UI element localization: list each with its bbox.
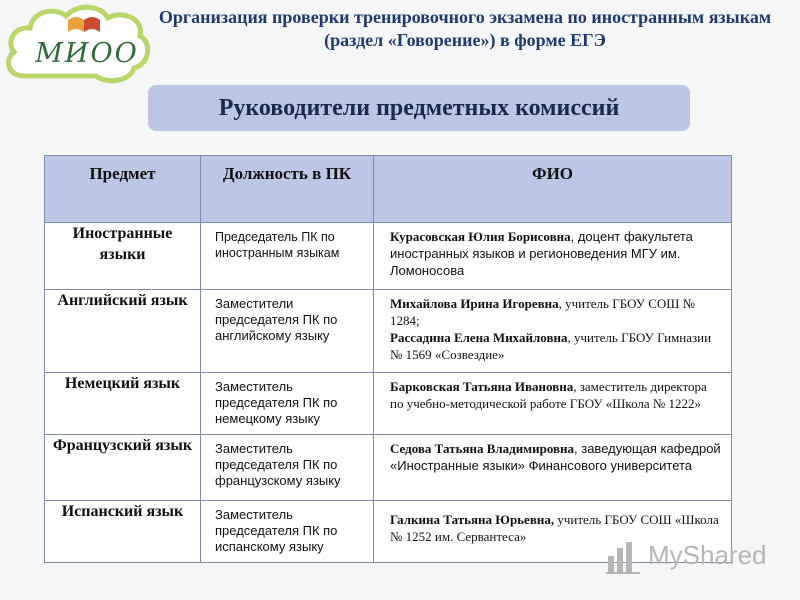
position-cell: Заместитель председателя ПК по испанскому языку [215, 507, 338, 554]
subject-cell: Французский язык [52, 437, 193, 454]
subject-cell: Английский язык [57, 292, 188, 309]
position-cell: Заместитель председателя ПК по французскому языку [215, 441, 341, 488]
person-name: Курасовская Юлия Борисовна [390, 229, 571, 244]
position-cell: Председатель ПК по иностранным языкам [215, 230, 340, 260]
person-name: Галкина Татьяна Юрьевна, [390, 512, 555, 527]
position-cell: Заместители председателя ПК по английскому языку [215, 296, 338, 343]
page-title: Организация проверки тренировочного экзамена по иностранным языкам (раздел «Говорение») в форме ЕГЭ [158, 7, 772, 50]
person-desc: , доцент факультета иностранных языков и регионоведения МГУ им. Ломоносова [390, 229, 693, 278]
position-cell: Заместитель председателя ПК по немецкому языку [215, 379, 338, 426]
table-row [45, 290, 732, 373]
person-desc: , учитель ГБОУ СОШ № 1284; [390, 296, 696, 328]
commission-table [44, 155, 732, 563]
fio-cell [374, 435, 731, 478]
header-fio: ФИО [374, 156, 732, 223]
watermark-text: MyShared [648, 540, 767, 570]
person-name: Михайлова Ирина Игоревна [390, 296, 559, 311]
person-desc: , заведующая кафедрой «Иностранные языки» Финансового университета [390, 441, 721, 473]
logo-text: МИОО [35, 38, 139, 69]
table-header-row [45, 156, 732, 223]
person-name: Барковская Татьяна Ивановна [390, 379, 574, 394]
bar-chart-icon [606, 538, 646, 574]
subject-cell: Иностранные языки [72, 225, 173, 263]
header-subject: Предмет [45, 156, 201, 223]
header-position: Должность в ПК [201, 156, 374, 223]
person-desc: , учитель ГБОУ Гимназии № 1569 «Созвездие» [390, 330, 712, 362]
person-desc: , заместитель директора по учебно-методической работе ГБОУ «Школа № 1222» [390, 379, 707, 411]
table-row [45, 435, 732, 501]
miuo-logo [2, 2, 152, 88]
subject-cell: Испанский язык [61, 503, 184, 520]
fio-cell [374, 373, 731, 416]
table-row [45, 373, 732, 435]
person-name: Седова Татьяна Владимировна [390, 441, 575, 456]
person-name: Рассадина Елена Михайловна [390, 330, 568, 345]
subject-cell: Немецкий язык [64, 375, 181, 392]
person-desc: учитель ГБОУ СОШ «Школа № 1252 им. Сервантеса» [390, 512, 719, 544]
fio-cell [374, 223, 731, 283]
table-row [45, 223, 732, 290]
section-banner: Руководители предметных комиссий [148, 85, 690, 131]
fio-cell [374, 290, 731, 367]
